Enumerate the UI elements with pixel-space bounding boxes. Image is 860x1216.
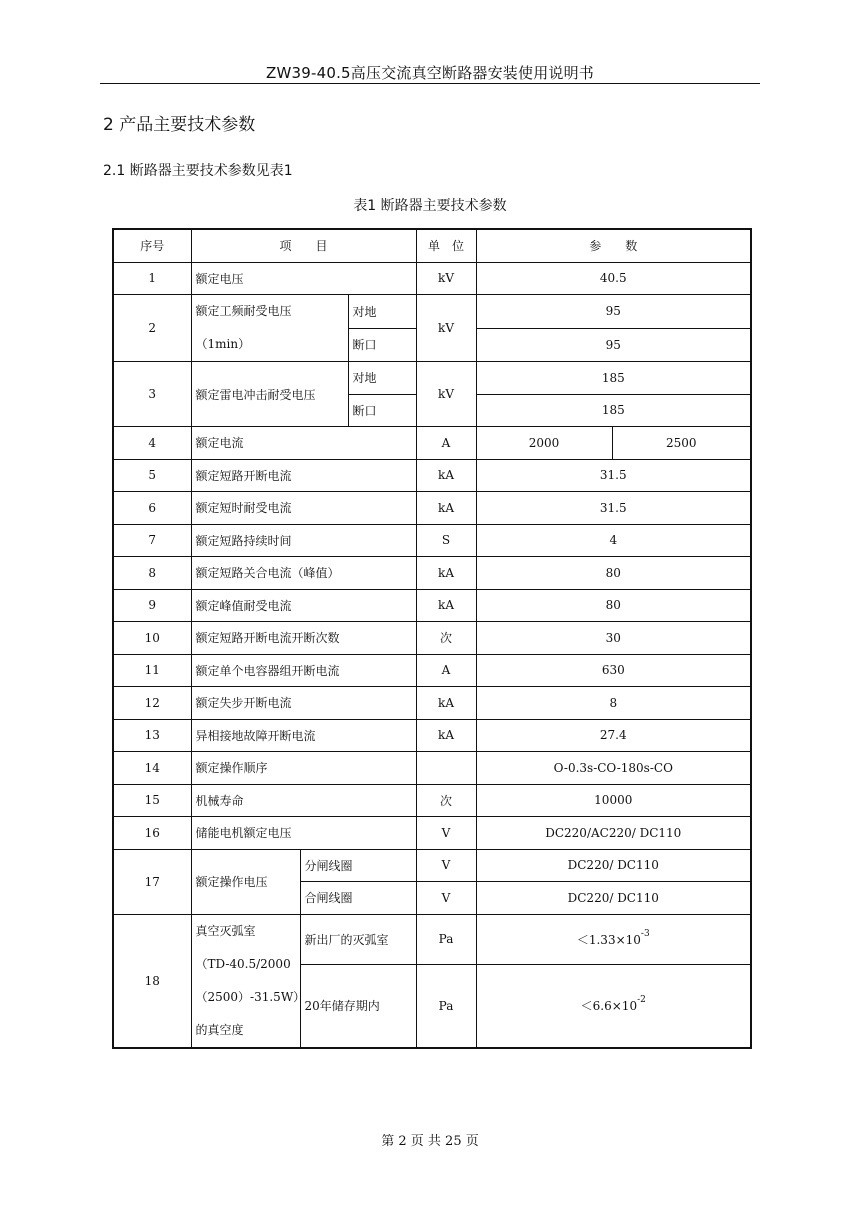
- row-unit: kA: [416, 492, 476, 525]
- row-no: 2: [113, 295, 191, 362]
- row-unit: kA: [416, 719, 476, 752]
- table-caption: 表1 断路器主要技术参数: [353, 198, 507, 214]
- row-item: 额定短路开断电流开断次数: [191, 622, 416, 655]
- row-subitem: 对地: [348, 362, 416, 395]
- row-item: 额定短时耐受电流: [191, 492, 416, 525]
- value-exponent: -2: [637, 995, 646, 1006]
- row-unit: A: [416, 427, 476, 460]
- row-no: 13: [113, 719, 191, 752]
- row-no: 17: [113, 849, 191, 914]
- row-value: 8: [476, 687, 751, 720]
- row-subitem: 合闸线圈: [300, 882, 416, 915]
- row-unit: kA: [416, 459, 476, 492]
- table-row: [113, 459, 751, 492]
- table-row: [113, 817, 751, 850]
- row-value: 2500: [612, 427, 751, 460]
- row-no: 15: [113, 784, 191, 817]
- row-value: 95: [476, 328, 751, 362]
- table-row: [113, 262, 751, 295]
- document-header: ZW39-40.5高压交流真空断路器安装使用说明书: [265, 64, 594, 82]
- row-item: 异相接地故障开断电流: [191, 719, 416, 752]
- row-no: 14: [113, 752, 191, 785]
- row-no: 8: [113, 557, 191, 590]
- row-value: 10000: [476, 784, 751, 817]
- row-no: 4: [113, 427, 191, 460]
- row-item: 额定操作电压: [191, 849, 300, 914]
- row-unit: kA: [416, 687, 476, 720]
- row-value: [476, 964, 751, 1047]
- row-no: 12: [113, 687, 191, 720]
- table-row: [113, 427, 751, 460]
- row-unit: V: [416, 882, 476, 915]
- table-row: [113, 362, 751, 395]
- row-item-line: 真空灭弧室: [195, 923, 256, 938]
- table-row: [113, 557, 751, 590]
- row-unit: 次: [416, 784, 476, 817]
- parameters-table: [112, 228, 752, 1049]
- row-no: 11: [113, 654, 191, 687]
- table-row: [113, 784, 751, 817]
- row-no: 16: [113, 817, 191, 850]
- header-value: 参 数: [476, 229, 751, 262]
- row-value: O-0.3s-CO-180s-CO: [476, 752, 751, 785]
- row-unit: [416, 752, 476, 785]
- table-header-row: [113, 229, 751, 262]
- row-value: 40.5: [476, 262, 751, 295]
- section-title: 2 产品主要技术参数: [103, 115, 256, 135]
- row-item: 额定失步开断电流: [191, 687, 416, 720]
- row-item: 额定操作顺序: [191, 752, 416, 785]
- header-unit: 单 位: [416, 229, 476, 262]
- table-row: [113, 654, 751, 687]
- row-unit: kA: [416, 557, 476, 590]
- table-row: [113, 524, 751, 557]
- table-row: [113, 752, 751, 785]
- table-row: [113, 622, 751, 655]
- row-item: 额定单个电容器组开断电流: [191, 654, 416, 687]
- row-unit: S: [416, 524, 476, 557]
- row-unit: 次: [416, 622, 476, 655]
- table-row: [113, 719, 751, 752]
- row-unit: kV: [416, 362, 476, 427]
- row-item-line: （1min）: [195, 337, 251, 351]
- row-subitem: 分闸线圈: [300, 849, 416, 882]
- row-no: 1: [113, 262, 191, 295]
- row-value: 80: [476, 557, 751, 590]
- table-row: [113, 492, 751, 525]
- row-item: 额定电压: [191, 262, 416, 295]
- row-unit: kV: [416, 262, 476, 295]
- header-rule: [100, 83, 760, 84]
- row-no: 5: [113, 459, 191, 492]
- row-value: 630: [476, 654, 751, 687]
- row-subitem: 断口: [348, 328, 416, 362]
- row-unit: A: [416, 654, 476, 687]
- row-value: 31.5: [476, 459, 751, 492]
- row-subitem: 新出厂的灭弧室: [300, 914, 416, 964]
- row-no: 7: [113, 524, 191, 557]
- page-number: 第 2 页 共 25 页: [381, 1134, 479, 1149]
- row-subitem: 对地: [348, 295, 416, 329]
- row-item-line: （TD-40.5/2000: [195, 956, 291, 971]
- row-unit: Pa: [416, 914, 476, 964]
- value-exponent: -3: [640, 928, 650, 939]
- row-value: [476, 914, 751, 964]
- row-item: [191, 295, 348, 362]
- row-no: 10: [113, 622, 191, 655]
- header-item: 项 目: [191, 229, 416, 262]
- row-item: 机械寿命: [191, 784, 416, 817]
- row-no: 18: [113, 914, 191, 1048]
- row-unit: kV: [416, 295, 476, 362]
- value-mantissa: ＜6.6×10: [580, 999, 638, 1014]
- row-item: [191, 914, 306, 1048]
- row-value: DC220/ DC110: [476, 849, 751, 882]
- row-unit: V: [416, 849, 476, 882]
- row-subitem: 断口: [348, 394, 416, 427]
- row-value: 80: [476, 589, 751, 622]
- row-item: 额定短路关合电流（峰值）: [191, 557, 416, 590]
- row-value: 185: [476, 362, 751, 395]
- row-value: DC220/AC220/ DC110: [476, 817, 751, 850]
- row-item: 额定雷电冲击耐受电压: [191, 362, 348, 427]
- row-item: 额定峰值耐受电流: [191, 589, 416, 622]
- table-row: [113, 687, 751, 720]
- row-item: 额定电流: [191, 427, 416, 460]
- table-row: [113, 295, 751, 329]
- table-row: [113, 849, 751, 882]
- section-subtitle: 2.1 断路器主要技术参数见表1: [103, 163, 293, 179]
- row-no: 6: [113, 492, 191, 525]
- row-value: 27.4: [476, 719, 751, 752]
- row-value: 30: [476, 622, 751, 655]
- row-unit: kA: [416, 589, 476, 622]
- row-item: 额定短路开断电流: [191, 459, 416, 492]
- row-subitem: 20年储存期内: [300, 964, 416, 1047]
- row-item-line: （2500）-31.5W）: [195, 989, 306, 1004]
- row-value: 2000: [476, 427, 612, 460]
- row-value: 185: [476, 394, 751, 427]
- row-value: 31.5: [476, 492, 751, 525]
- table-row: [113, 589, 751, 622]
- row-no: 9: [113, 589, 191, 622]
- row-item: 额定短路持续时间: [191, 524, 416, 557]
- row-item-line: 的真空度: [195, 1022, 244, 1037]
- row-value: 4: [476, 524, 751, 557]
- row-item: 储能电机额定电压: [191, 817, 416, 850]
- row-item-line: 额定工频耐受电压: [195, 304, 292, 318]
- header-no: 序号: [113, 229, 191, 262]
- row-value: DC220/ DC110: [476, 882, 751, 915]
- table-row: [113, 914, 751, 964]
- row-no: 3: [113, 362, 191, 427]
- row-unit: Pa: [416, 964, 476, 1047]
- value-mantissa: ＜1.33×10: [576, 932, 641, 947]
- row-value: 95: [476, 295, 751, 329]
- row-unit: V: [416, 817, 476, 850]
